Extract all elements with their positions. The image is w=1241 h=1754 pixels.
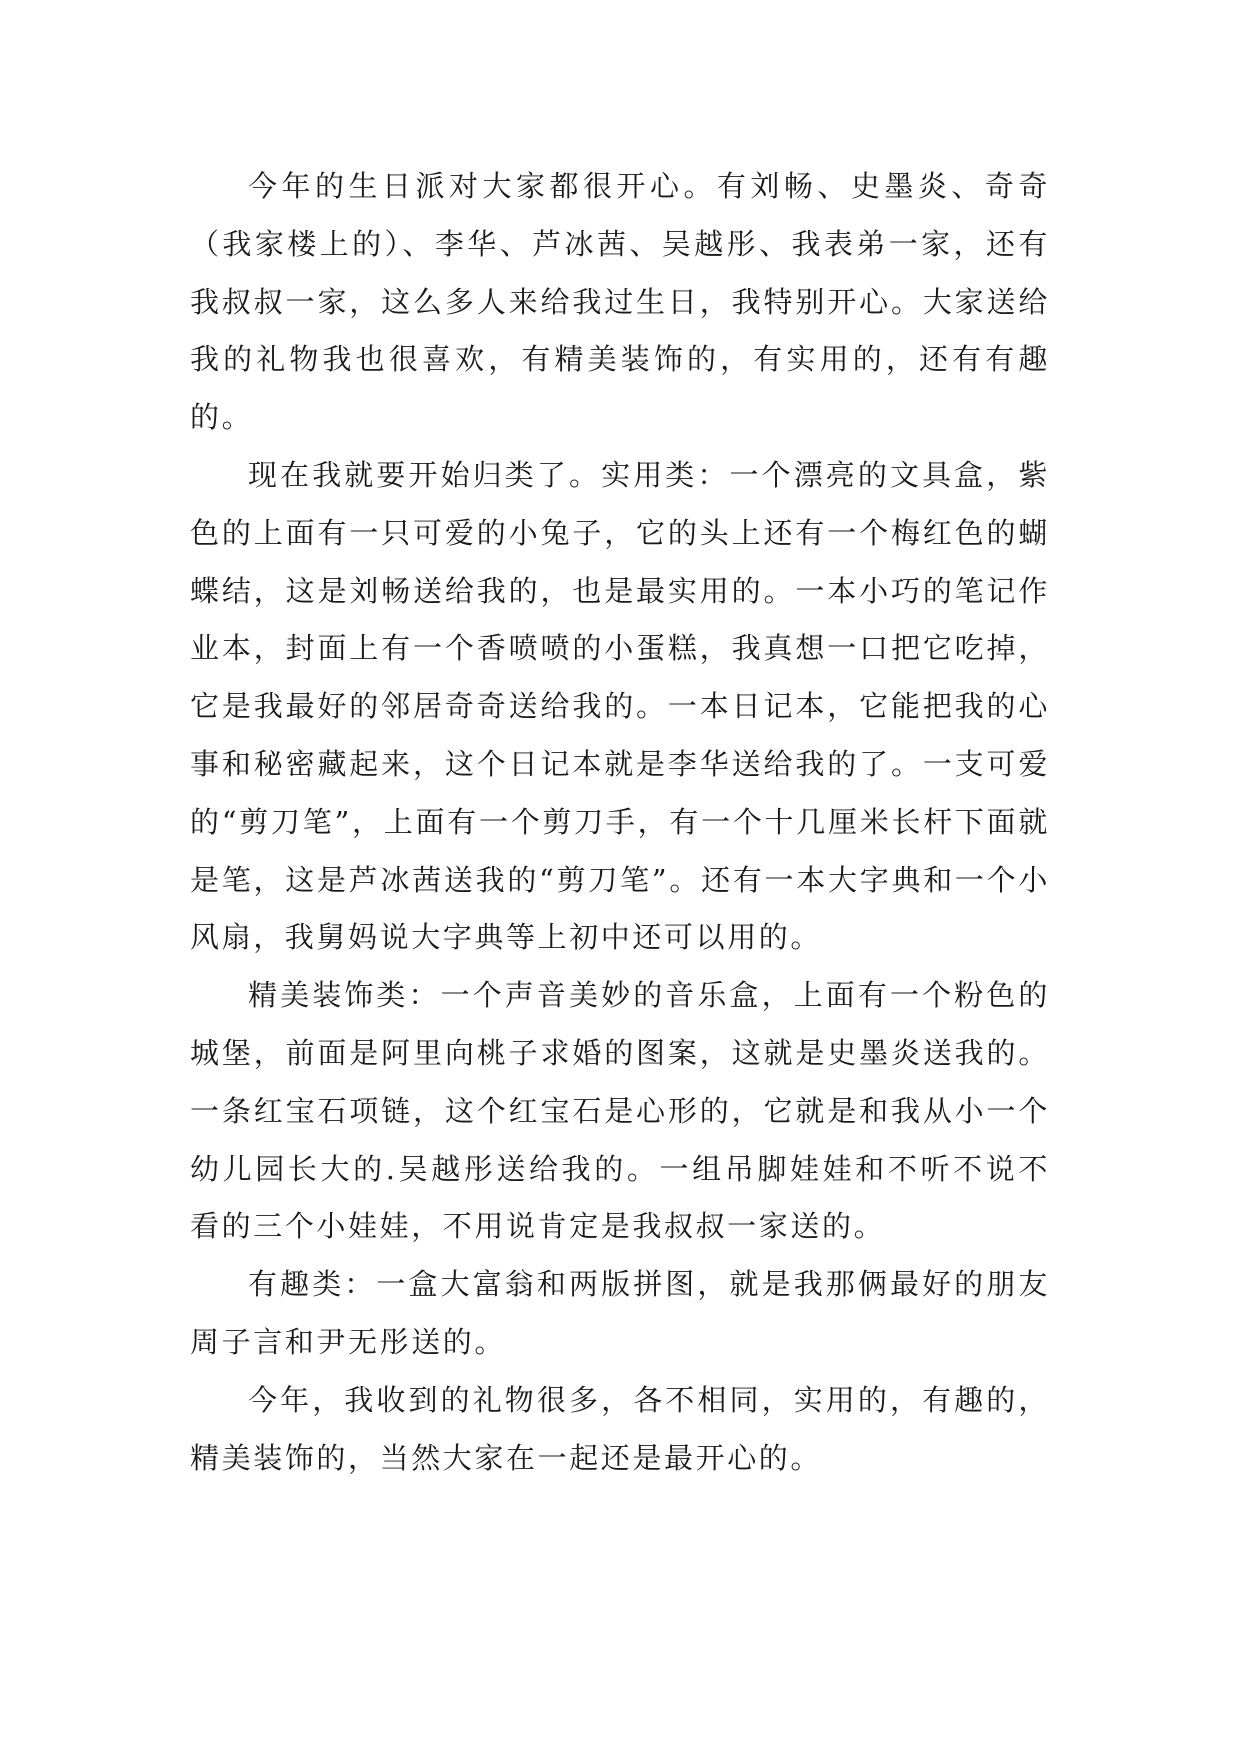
paragraph-conclusion: 今年，我收到的礼物很多，各不相同，实用的，有趣的，精美装饰的，当然大家在一起还是最开心的。	[190, 1382, 1050, 1475]
document-body	[190, 158, 1050, 1487]
paragraph-practical-gifts: 现在我就要开始归类了。实用类：一个漂亮的文具盒，紫色的上面有一只可爱的小兔子，它的头上还有一个梅红色的蝴蝶结，这是刘畅送给我的，也是最实用的。一本小巧的笔记作业本，封面上有一个香喷喷的小蛋糕，我真想一口把它吃掉，它是我最好的邻居奇奇送给我的。一本日记本，它能把我的心事和秘密藏起来，这个日记本就是李华送给我的了。一支可爱的“剪刀笔”，上面有一个剪刀手，有一个十几厘米长杆下面就是笔，这是芦冰茜送我的“剪刀笔”。还有一本大字典和一个小风扇，我舅妈说大字典等上初中还可以用的。	[190, 457, 1050, 955]
paragraph-birthday-party: 今年的生日派对大家都很开心。有刘畅、史墨炎、奇奇（我家楼上的）、李华、芦冰茜、吴越彤、我表弟一家，还有我叔叔一家，这么多人来给我过生日，我特别开心。大家送给我的礼物我也很喜欢，有精美装饰的，有实用的，还有有趣的。	[190, 169, 1050, 435]
paragraph-decorative-gifts: 精美装饰类：一个声音美妙的音乐盒，上面有一个粉色的城堡，前面是阿里向桃子求婚的图案，这就是史墨炎送我的。一条红宝石项链，这个红宝石是心形的，它就是和我从小一个幼儿园长大的.吴越彤送给我的。一组吊脚娃娃和不听不说不看的三个小娃娃，不用说肯定是我叔叔一家送的。	[190, 978, 1050, 1244]
paragraph-fun-gifts: 有趣类：一盒大富翁和两版拼图，就是我那俩最好的朋友周子言和尹无彤送的。	[190, 1267, 1050, 1359]
